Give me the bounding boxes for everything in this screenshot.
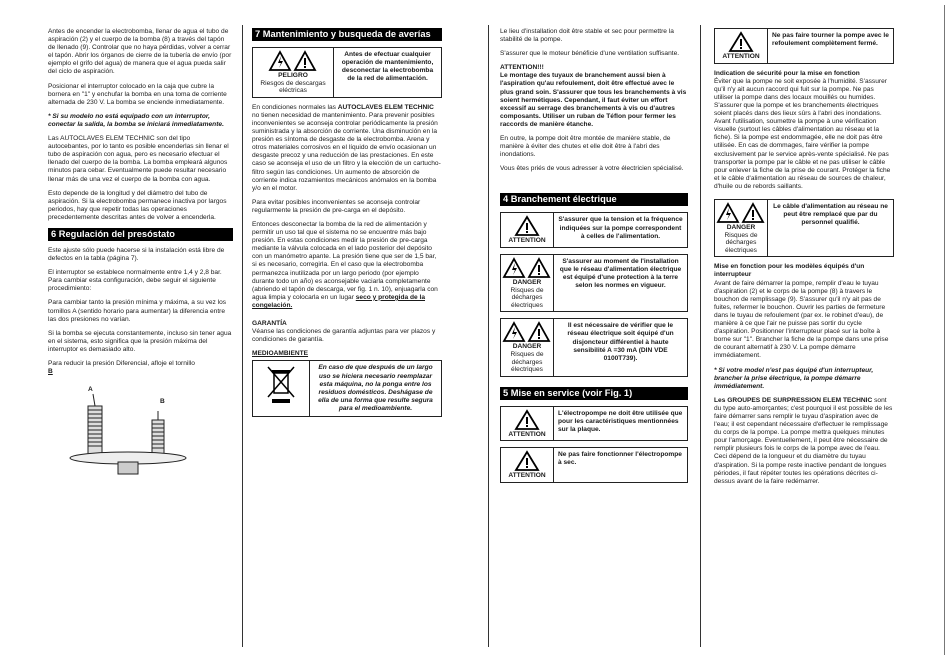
electric-hazard-icon <box>502 321 552 343</box>
column-french-install <box>500 28 688 489</box>
section-heading: 4 Branchement électrique <box>500 193 688 206</box>
danger-subcaption: Risques de décharges électriques <box>724 231 758 254</box>
column-divider <box>488 25 489 647</box>
figure-label-a: A <box>88 386 93 394</box>
warning-triangle-icon <box>514 450 540 472</box>
paragraph: Este ajuste sólo puede hacerse si la instalación está libre de defectos en la tabla (página 7). <box>48 246 225 263</box>
attention-text: Ne pas faire tourner la pompe avec le refoulement complètement fermé. <box>772 32 889 48</box>
danger-caption: PELIGRO <box>278 72 308 79</box>
screw-label: B <box>48 368 53 376</box>
attention-text: L'électropompe ne doit être utilisée que pour les caractéristiques mentionnées sur la plaque. <box>558 409 683 433</box>
warning-triangle-icon <box>728 31 754 53</box>
danger-caption: DANGER <box>512 279 542 286</box>
danger-text: S'assurer au moment de l'installation que le réseau d'alimentation électrique est équipé d'une protection à la terre selon les normes en vigueur. <box>559 258 682 290</box>
attention-caption: ATTENTION <box>508 237 546 245</box>
warning-triangle-icon <box>514 409 540 431</box>
emphasis: seco y protegida de la congelación. <box>252 293 426 309</box>
paragraph: Le lieu d'installation doit être stable et sec pour permettre la stabilité de la pompe. <box>500 28 674 44</box>
danger-text: Il est nécessaire de vérifier que le réseau électrique soit équipé d'un disjoncteur différentiel à haute sensibilité A =30 mA (DIN VDE 0100T739). <box>567 322 674 362</box>
section-heading: 6 Regulación del presóstato <box>48 228 233 241</box>
column-french-safety <box>714 28 894 492</box>
paragraph: Si la bomba se ejecuta constantemente, incluso sin tener agua en el sistema, esto significa que la presión máxima del interruptor es demasiado alto. <box>48 329 232 353</box>
danger-subcaption: Riesgos de descargas eléctricas <box>260 79 326 95</box>
safety-heading: Indication de sécurité pour la mise en fonction <box>714 69 860 77</box>
column-spanish-maintenance <box>252 28 442 423</box>
text: no tienen necesidad de mantenimiento. Para prevenir posibles inconvenientes se aconseja controlar periódicamente la presión suministrada y la absorción de corriente. Una disminución en la presión es síntoma de desgaste de la electrobomba. Arena y otros materiales corrosivos en el líquido de envío ocasionan un desgaste precoz y una reducción de las prestaciones. En este caso se aconseja el uso de un filtro y la elección de un cartucho-filtro según las condiciones. Un aumento de absorción de corriente indica rozamientos mecánicos anómalos en la bomba y/o en el motor. <box>252 111 441 192</box>
electric-hazard-icon <box>268 50 318 72</box>
attention-icon-cell <box>501 407 554 441</box>
paragraph: En outre, la pompe doit être montée de manière stable, de manière à éviter des chutes et elle doit être à l'abri des inondations. <box>500 135 671 159</box>
attention-icon-cell <box>715 29 768 63</box>
electric-hazard-icon <box>716 202 766 224</box>
text: En condiciones normales las <box>252 103 336 111</box>
column-divider <box>242 25 243 647</box>
crossed-bin-icon <box>266 363 296 405</box>
warning-box <box>252 47 442 98</box>
column-spanish-start <box>48 28 233 486</box>
environment-text: En caso de que después de un largo uso se hiciera necesario reemplazar esta máquina, no la ponga entre los residuos domésticos. Deshágase de ella de una forma que resulte segura para el medioambiente. <box>318 364 433 412</box>
danger-caption: DANGER <box>512 343 542 351</box>
section-heading: 7 Mantenimiento y busqueda de averías <box>252 28 442 41</box>
paragraph <box>252 221 442 310</box>
electric-hazard-icon <box>502 257 552 279</box>
warning-icons <box>253 48 334 97</box>
paragraph: El interruptor se establece normalmente entre 1,4 y 2,8 bar. Para cambiar esta configuración, debe seguir el siguiente procedimiento: <box>48 269 222 293</box>
paragraph-text: Para reducir la presión Diferencial, afloje el tornillo <box>48 360 195 367</box>
danger-subcaption: Risques de décharges électriques <box>510 286 544 309</box>
note-paragraph: * Si su modelo no está equipado con un interruptor, conectar la salida, la bomba se iniciará inmediatamente. <box>48 112 224 128</box>
column-divider <box>700 25 701 647</box>
environment-heading-text: MEDIOAMBIENTE <box>252 350 309 358</box>
attention-text: Ne pas faire fonctionner l'électropompe à sec. <box>558 451 682 467</box>
warning-text: Antes de efectuar cualquier operación de mantenimiento, desconectar la electrobomba de la red de alimentación. <box>341 51 434 83</box>
startup-heading: Mise en fonction pour les modèles équipés d'un interrupteur <box>714 263 865 279</box>
figure-label-b: B <box>160 398 165 406</box>
environment-box <box>252 360 442 417</box>
attention-icon-cell <box>501 213 554 247</box>
attention-text: S'assurer que la tension et la fréquence indiquées sur la pompe correspondent à celles de l'alimentation. <box>558 216 683 240</box>
paragraph: S'assurer que le moteur bénéficie d'une ventilation suffisante. <box>500 50 680 58</box>
danger-icon-cell <box>715 200 768 256</box>
paragraph: Posicionar el interruptor colocado en la caja que cubre la bornera en "1" y enchufar la bomba en una toma de corriente alternada de 230 V. La bomba se enciende inmediatamente. <box>48 82 227 106</box>
paragraph: Para cambiar tanto la presión mínima y máxima, a su vez los tornillos A (sentido horario para aumentar) la diferencia entre las dos presiones no varían. <box>48 299 227 323</box>
attention-box <box>714 28 894 64</box>
brand-name: Les GROUPES DE SURPRESSION ELEM TECHNIC <box>714 396 873 404</box>
danger-caption: DANGER <box>726 224 756 231</box>
pressure-switch-figure <box>48 386 233 486</box>
recycle-icons <box>253 361 310 416</box>
attention-caption: ATTENTION <box>508 472 546 480</box>
pressure-switch-diagram <box>48 386 208 481</box>
attention-caption: ATTENTION <box>508 430 546 438</box>
attention-icon-cell <box>501 448 554 482</box>
warranty-heading: GARANTÍA <box>252 320 287 328</box>
attention-heading: ATTENTION!!! <box>500 64 544 72</box>
paragraph: Antes de encender la electrobomba, llenar de agua el tubo de aspiración (2) y el cuerpo de la bomba (8) a través del tapón de llenado (9). Controlar que no haya pérdidas, volver a cerrar el tapón. Abrir los órganos de cierre de la tubería de envío (por ejemplo el grifo del agua) de manera que el agua pueda salir del ciclo de aspiración. <box>48 28 232 76</box>
paragraph: Avant de faire démarrer la pompe, remplir d'eau le tuyau d'aspiration (2) et le corps de la pompe (8) à travers le bouchon de remplissage (9). S'assurer qu'il n'y ait pas de fuites, refermer le bouchon. Ouvrir les parties de fermeture dans le tuyau de refoulement (par ex. le robinet d'eau), de manière à ce que l'air ne puisse pas sortir du cycle d'aspiration. Positionner l'interrupteur placé sur la boîte à borne sur "1". Brancher la fiche de la pompe dans une prise de courant alternatif à 230 V. La pompe démarre immédiatement. <box>714 279 889 360</box>
attention-box <box>500 406 688 442</box>
danger-icon-cell <box>501 255 554 311</box>
attention-box <box>500 447 688 483</box>
text: sont du type auto-amorçantes; c'est pourquoi il est possible de les faire démarrer sans remplir le tuyau d'aspiration avec de l'eau; il est cependant nécessaire d'effectuer le remplissage du corps de la pompe. La pompe mettra quelques minutes pour l'amorçage. Eventuellement, il peut être nécessaire de remplir plusieurs fois le corps de la pompe avec de l'eau. Ceci dépend de la longueur et du diamètre du tuyau d'aspiration. Si la pompe reste inactive pendant de longues périodes, il faut répéter toutes les opérations décrites ci-dessus avant de la faire redémarrer. <box>714 396 893 485</box>
danger-icon-cell <box>501 319 554 375</box>
text: Entonces desconectar la bomba de la red de alimentación y permitir un uso tal que el sistema no se encuentre más bajo presión. En estas condiciones medir la presión de pre-carga mediante la válvula colocada en el lado posterior del depósito con un manómetro apante. La presión tiene que ser de 1,5 bar, si es necesario, corregirla. En el caso que la electrobomba permanezca inutilizada por un largo periodo (por ejemplo durante todo un año) es aconsejable vaciarla completamente (abriendo el tapón de descarga, ver fig. 1 n. 10), enjuagarla con agua limpia y colocarla en un lugar <box>252 221 438 301</box>
warning-triangle-icon <box>514 215 540 237</box>
paragraph: Para evitar posibles inconvenientes se aconseja controlar regularmente la presión de pre-carga en el depósito. <box>252 198 421 214</box>
attention-paragraph: Le montage des tuyaux de branchement aussi bien à l'aspiration qu'au refoulement, doit être effectué avec le plus grand soin. S'assurer que tous les branchements à vis soient hermétiques. Cependant, il faut éviter un effort excessif au serrage des branchements à vis ou d'autres composants. Utiliser un ruban de Téflon pour fermer les raccords de manière étanche. <box>500 72 687 128</box>
danger-text: Le câble d'alimentation au réseau ne peut être remplacé que par du personnel qualifié. <box>773 203 888 227</box>
paragraph <box>252 104 442 193</box>
paragraph: Éviter que la pompe ne soit exposée à l'humidité. S'assurer qu'il n'y ait aucun raccord qui fuit sur la pompe. Ne pas utiliser la pompe dans des locaux mouillés ou humides. S'assurer que la pompe et les branchements électriques soient placés dans des lieux sûrs à l'abri des inondations. Avant l'utilisation, soumettre la pompe à une vérification visuelle (surtout les câbles d'alimentation au réseau et la fiche). Si la pompe est endommagée, elle ne doit pas être utilisée. En cas de dommages, faire vérifier la pompe exclusivement par le service après-vente spécialisé. Ne pas transporter la pompe par le câble et ne pas utiliser le câble pour enlever la fiche de la prise de courant. Protéger la fiche et le câble d'alimentation au réseau de sources de chaleur, d'huile ou de rebords saillants. <box>714 77 891 190</box>
danger-box <box>500 318 688 376</box>
paragraph: Las AUTOCLAVES ELEM TECHNIC son del tipo autocebantes, por lo tanto es posible encenderlas sin llenar el tubo de aspiración con agua, pero es necesario efectuar el llenado del cuerpo de la bomba. La bomba empleará algunos minutos para cebar. Eventualmente puede resultar necesario llenar más de una vez el cuerpo de la bomba con agua. <box>48 135 229 183</box>
page-edge-line <box>944 5 945 655</box>
paragraph: Vous êtes priés de vous adresser à votre électricien spécialisé. <box>500 165 684 173</box>
paragraph: Véanse las condiciones de garantía adjuntas para ver plazos y condiciones de garantía. <box>252 328 436 344</box>
danger-box <box>500 254 688 312</box>
paragraph <box>48 360 233 376</box>
paragraph: Esto depende de la longitud y del diámetro del tubo de aspiración. Si la electrobomba permanece inactiva por largos periodos, hay que repetir todas las operaciones precedentemente descritas antes de volver a encenderla. <box>48 189 227 221</box>
environment-heading <box>252 350 442 358</box>
danger-subcaption: Risques de décharges électriques <box>510 350 544 374</box>
attention-box <box>500 212 688 248</box>
brand-name: AUTOCLAVES ELEM TECHNIC <box>337 103 434 111</box>
danger-box <box>714 199 894 257</box>
paragraph <box>714 397 894 486</box>
attention-caption: ATTENTION <box>722 53 760 60</box>
section-heading: 5 Mise en service (voir Fig. 1) <box>500 387 688 400</box>
note-paragraph: * Si votre model n'est pas équipé d'un interrupteur, brancher la prise électrique, la pompe démarre immédiatement. <box>714 366 874 390</box>
